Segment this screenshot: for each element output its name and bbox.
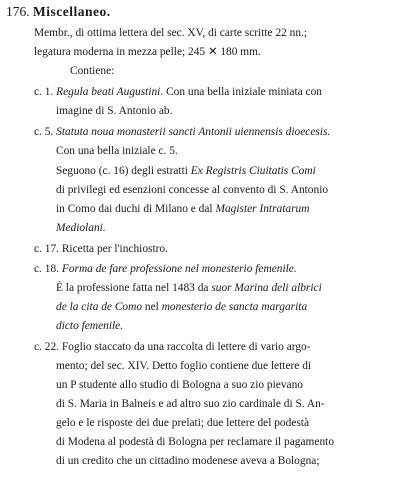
- item-line: imagine di S. Antonio ab.: [56, 105, 173, 117]
- item-line: gelo e le risposte dei due prelati; due lettere del podestà: [56, 417, 310, 429]
- item-line: c. 17. Ricetta per l'inchiostro.: [34, 243, 168, 255]
- description-line: Membr., di ottima lettera del sec. XV, di carte scritte 22 nn.;: [34, 27, 308, 39]
- item-line: c. 22. Foglio staccato da una raccolta di lettere di vario argo-: [34, 341, 311, 353]
- item-line: [34, 83, 322, 102]
- item-title: Statuta noua monasterii sancti Antonii uiennensis dioecesis.: [56, 126, 331, 138]
- item-line: [34, 260, 297, 279]
- item-line: È la professione fatta nel 1483 da suor Marina deli albrici: [56, 282, 322, 294]
- item-line: di S. Maria in Balneis e ad altro suo zio cardinale di S. An-: [56, 398, 325, 410]
- item-line: un P studente allo studio di Bologna a suo zio pievano: [56, 379, 303, 391]
- item-line: Con una bella iniziale c. 5.: [56, 145, 178, 157]
- item-line: Seguono (c. 16) degli estratti Ex Registris Ciuitatis Comi: [56, 165, 316, 177]
- item-line: di un credito che un cittadino modenese aveva a Bologna;: [56, 455, 320, 467]
- folio-ref: c. 18.: [34, 263, 59, 275]
- item-line: Mediolani.: [56, 222, 106, 234]
- contents-label: Contiene:: [70, 65, 115, 77]
- item-line: di Modena al podestà di Bologna per reclamare il pagamento: [56, 436, 335, 448]
- item-title: Regula beati Augustini.: [56, 86, 164, 98]
- entry-heading: [6, 2, 111, 21]
- item-line: di privilegi ed esenzioni concesse al convento di S. Antonio: [56, 184, 329, 196]
- folio-ref: c. 5.: [34, 126, 54, 138]
- item-line: [34, 123, 330, 142]
- item-line: de la cita de Como nel monesterio de sancta margarita: [56, 301, 308, 313]
- item-title: Forma de fare professione nel monesterio femenile.: [61, 263, 297, 275]
- item-line: mento; del sec. XIV. Detto foglio contiene due lettere di: [56, 360, 312, 372]
- entry-title: Miscellaneo.: [33, 4, 111, 19]
- item-note: Con una bella iniziale miniata con: [166, 86, 322, 98]
- folio-ref: c. 1.: [34, 86, 54, 98]
- description-line: legatura moderna in mezza pelle; 245 ✕ 180 mm.: [34, 46, 261, 58]
- entry-number: 176.: [6, 4, 30, 19]
- item-line: in Como dai duchi di Milano e dal Magister Intratarum: [56, 203, 310, 215]
- item-line: dicto femenile.: [56, 320, 124, 332]
